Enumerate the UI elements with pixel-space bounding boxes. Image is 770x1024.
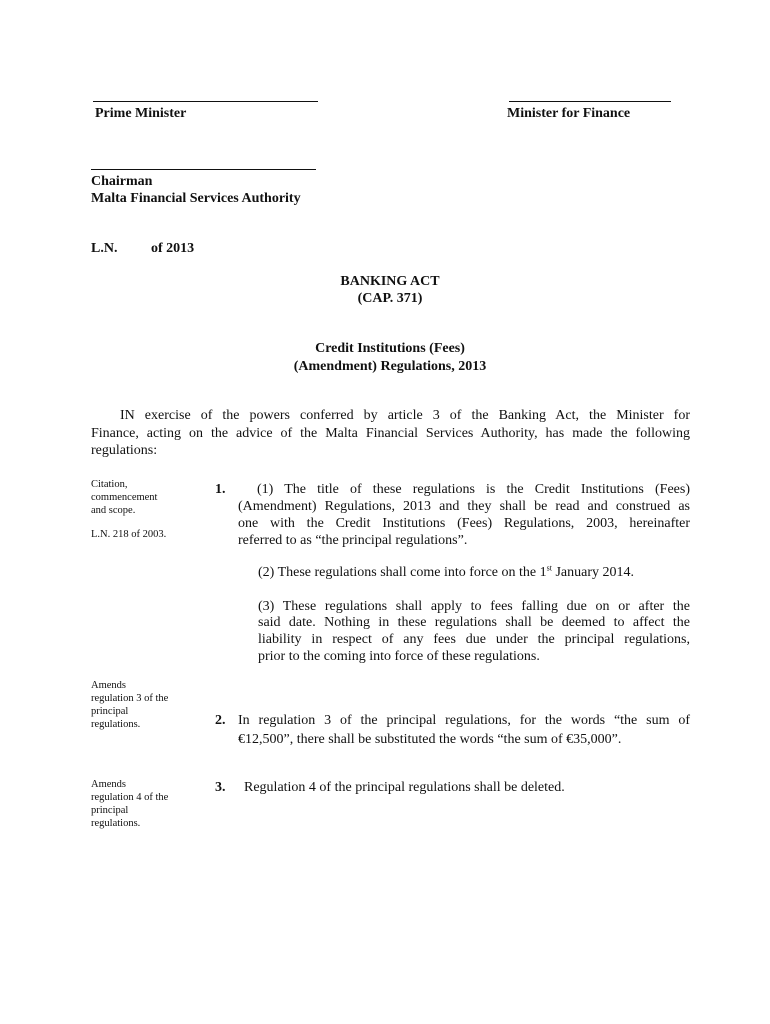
regulation-title-line2: (Amendment) Regulations, 2013 <box>293 359 487 374</box>
margin-note-amends-reg3 <box>91 679 201 731</box>
margin-note-line: Citation, <box>91 479 128 490</box>
reg2-line1: In regulation 3 of the principal regulations, for the words “the sum of <box>238 713 690 728</box>
reg1-line2: (Amendment) Regulations, 2013 and they shall be read and construed as <box>238 499 690 514</box>
margin-note-line: regulation 4 of the <box>91 792 169 803</box>
reg1-sub3-line3: liability in respect of any fees due under the principal regulations, <box>258 632 690 647</box>
signature-line-minister-finance <box>509 101 671 102</box>
preamble-line1: IN exercise of the powers conferred by article 3 of the Banking Act, the Minister for <box>120 408 690 423</box>
minister-finance-label: Minister for Finance <box>507 106 631 121</box>
margin-note-ln-ref: L.N. 218 of 2003. <box>91 529 167 540</box>
regulation-title-line1: Credit Institutions (Fees) <box>315 341 465 356</box>
reg1-number: 1. <box>215 482 226 497</box>
reg1-sub2 <box>258 564 634 582</box>
reg1-sub3-line1: (3) These regulations shall apply to fees falling due on or after the <box>258 599 690 614</box>
margin-note-line: regulations. <box>91 719 141 730</box>
reg3-number: 3. <box>215 780 226 795</box>
reg1-line1: (1) The title of these regulations is the Credit Institutions (Fees) <box>257 482 690 497</box>
reg1-line4: referred to as “the principal regulations”. <box>238 533 468 548</box>
preamble-line3: regulations: <box>91 443 158 458</box>
margin-note-line: Amends <box>91 680 126 691</box>
margin-note-amends-reg4 <box>91 778 201 830</box>
reg2-number: 2. <box>215 713 226 728</box>
ln-label: L.N. <box>91 241 118 256</box>
signature-line-chairman <box>91 169 316 170</box>
margin-note-line: Amends <box>91 779 126 790</box>
prime-minister-label: Prime Minister <box>95 106 187 121</box>
reg1-sub3-line4: prior to the coming into force of these regulations. <box>258 649 540 664</box>
preamble-line2: Finance, acting on the advice of the Malta Financial Services Authority, has made the following <box>91 426 690 441</box>
margin-note-line: principal <box>91 706 129 717</box>
reg1-sub2-date: January 2014. <box>551 565 634 580</box>
margin-note-line: commencement <box>91 492 158 503</box>
act-title: BANKING ACT <box>340 274 440 289</box>
reg3-text: Regulation 4 of the principal regulations shall be deleted. <box>244 780 565 795</box>
reg2-line2: €12,500”, there shall be substituted the words “the sum of €35,000”. <box>238 732 622 747</box>
reg1-sub3-line2: said date. Nothing in these regulations shall be deemed to affect the <box>258 615 690 630</box>
act-cap: (CAP. 371) <box>357 291 423 306</box>
reg1-line3: one with the Credit Institutions (Fees) Regulations, 2003, hereinafter <box>238 516 690 531</box>
margin-note-line: regulation 3 of the <box>91 693 169 704</box>
ln-year: of 2013 <box>151 241 195 256</box>
margin-note-citation <box>91 478 201 517</box>
reg1-sub2-ordinal: st <box>546 563 552 573</box>
margin-note-line: principal <box>91 805 129 816</box>
reg1-sub2-text: (2) These regulations shall come into force on the 1 <box>258 565 547 580</box>
margin-note-line: and scope. <box>91 505 136 516</box>
chairman-org-label: Malta Financial Services Authority <box>91 191 301 206</box>
signature-line-prime-minister <box>93 101 318 102</box>
chairman-label: Chairman <box>91 174 153 189</box>
margin-note-line: regulations. <box>91 818 141 829</box>
